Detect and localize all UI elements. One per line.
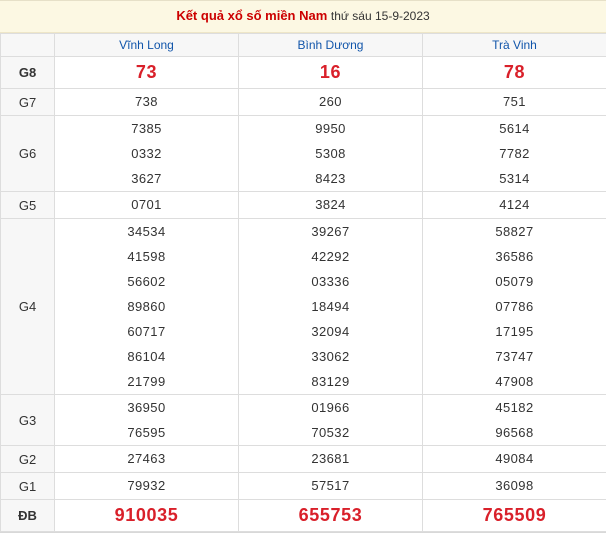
prize-value-g5-binh-duong: 3824 xyxy=(239,192,423,219)
prize-number: 05079 xyxy=(423,269,606,294)
prize-number: 5314 xyxy=(423,166,606,191)
table-header-row xyxy=(1,34,606,57)
prize-value-g2-binh-duong: 23681 xyxy=(239,446,423,473)
prize-number: 07786 xyxy=(423,294,606,319)
prize-number: 42292 xyxy=(239,244,422,269)
prize-number: 5308 xyxy=(239,141,422,166)
province-link-tra-vinh[interactable]: Trà Vinh xyxy=(492,38,537,52)
prize-label-g2: G2 xyxy=(1,446,55,473)
prize-value-g8-binh-duong: 16 xyxy=(239,57,423,89)
prize-value-g5-tra-vinh: 4124 xyxy=(423,192,606,219)
prize-value-g3-binh-duong xyxy=(239,395,423,446)
prize-value-g2-vinh-long: 27463 xyxy=(55,446,239,473)
prize-number: 45182 xyxy=(423,395,606,420)
prize-number: 76595 xyxy=(55,420,238,445)
prize-label-g8: G8 xyxy=(1,57,55,89)
prize-number: 32094 xyxy=(239,319,422,344)
header-corner xyxy=(1,34,55,57)
province-link-vinh-long[interactable]: Vĩnh Long xyxy=(119,38,174,52)
prize-value-g4-tra-vinh xyxy=(423,219,606,395)
prize-number: 86104 xyxy=(55,344,238,369)
table-row xyxy=(1,395,606,446)
header-province-2 xyxy=(423,34,606,57)
prize-number: 73747 xyxy=(423,344,606,369)
prize-value-g6-binh-duong xyxy=(239,116,423,192)
prize-label-g5: G5 xyxy=(1,192,55,219)
table-row xyxy=(1,89,606,116)
prize-number: 3627 xyxy=(55,166,238,191)
prize-value-g8-vinh-long: 73 xyxy=(55,57,239,89)
prize-number: 41598 xyxy=(55,244,238,269)
page-title-main: Kết quả xổ số miền Nam xyxy=(176,8,327,23)
prize-value-g7-vinh-long: 738 xyxy=(55,89,239,116)
prize-number: 17195 xyxy=(423,319,606,344)
prize-number: 7385 xyxy=(55,116,238,141)
prize-value-g1-tra-vinh: 36098 xyxy=(423,473,606,500)
table-row xyxy=(1,473,606,500)
prize-value-db-vinh-long: 910035 xyxy=(55,500,239,532)
table-row xyxy=(1,192,606,219)
prize-number: 36950 xyxy=(55,395,238,420)
prize-value-g6-tra-vinh xyxy=(423,116,606,192)
table-row xyxy=(1,57,606,89)
prize-number: 70532 xyxy=(239,420,422,445)
prize-number: 56602 xyxy=(55,269,238,294)
prize-number: 21799 xyxy=(55,369,238,394)
prize-value-g1-vinh-long: 79932 xyxy=(55,473,239,500)
prize-value-g7-binh-duong: 260 xyxy=(239,89,423,116)
prize-number: 96568 xyxy=(423,420,606,445)
prize-number: 01966 xyxy=(239,395,422,420)
prize-number: 60717 xyxy=(55,319,238,344)
page-title-date: thứ sáu 15-9-2023 xyxy=(331,9,430,23)
prize-number: 18494 xyxy=(239,294,422,319)
header-province-0 xyxy=(55,34,239,57)
prize-number: 7782 xyxy=(423,141,606,166)
prize-value-g6-vinh-long xyxy=(55,116,239,192)
table-row xyxy=(1,116,606,192)
prize-label-g3: G3 xyxy=(1,395,55,446)
header-province-1 xyxy=(239,34,423,57)
prize-label-g6: G6 xyxy=(1,116,55,192)
prize-value-g4-vinh-long xyxy=(55,219,239,395)
prize-value-g8-tra-vinh: 78 xyxy=(423,57,606,89)
table-row xyxy=(1,446,606,473)
prize-number: 39267 xyxy=(239,219,422,244)
prize-value-g2-tra-vinh: 49084 xyxy=(423,446,606,473)
prize-value-g3-vinh-long xyxy=(55,395,239,446)
prize-number: 03336 xyxy=(239,269,422,294)
prize-label-g7: G7 xyxy=(1,89,55,116)
prize-number: 5614 xyxy=(423,116,606,141)
page-title xyxy=(0,1,606,33)
prize-value-g1-binh-duong: 57517 xyxy=(239,473,423,500)
prize-label-g4: G4 xyxy=(1,219,55,395)
table-row xyxy=(1,219,606,395)
prize-number: 47908 xyxy=(423,369,606,394)
prize-value-db-tra-vinh: 765509 xyxy=(423,500,606,532)
prize-value-g7-tra-vinh: 751 xyxy=(423,89,606,116)
prize-value-g4-binh-duong xyxy=(239,219,423,395)
prize-label-g1: G1 xyxy=(1,473,55,500)
prize-number: 89860 xyxy=(55,294,238,319)
prize-label-db: ĐB xyxy=(1,500,55,532)
prize-number: 0332 xyxy=(55,141,238,166)
prize-number: 58827 xyxy=(423,219,606,244)
prize-number: 36586 xyxy=(423,244,606,269)
province-link-binh-duong[interactable]: Bình Dương xyxy=(298,38,364,52)
prize-number: 34534 xyxy=(55,219,238,244)
prize-value-g5-vinh-long: 0701 xyxy=(55,192,239,219)
prize-number: 83129 xyxy=(239,369,422,394)
prize-number: 9950 xyxy=(239,116,422,141)
prize-number: 33062 xyxy=(239,344,422,369)
prize-value-db-binh-duong: 655753 xyxy=(239,500,423,532)
results-table xyxy=(0,33,606,532)
prize-number: 8423 xyxy=(239,166,422,191)
prize-value-g3-tra-vinh xyxy=(423,395,606,446)
